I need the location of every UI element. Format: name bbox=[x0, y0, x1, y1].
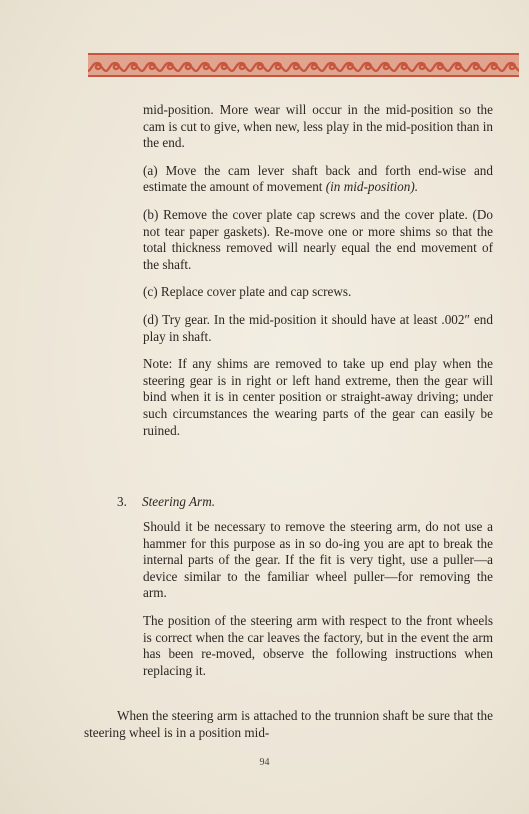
decorative-border-band bbox=[88, 53, 519, 77]
section-heading bbox=[117, 494, 215, 510]
paragraph-step-b: (b) Remove the cover plate cap screws and the cover plate. (Do not tear paper gaskets). Re-move one or more shims so that the total thickness removed will nearly equal the end movement of the shaft. bbox=[143, 206, 493, 272]
page-number: 94 bbox=[259, 757, 270, 768]
section-number: 3. bbox=[117, 494, 127, 509]
section-title: Steering Arm. bbox=[142, 494, 216, 509]
paragraph: Should it be necessary to remove the steering arm, do not use a hammer for this purpose as in so do-ing you are apt to break the internal parts of the gear. If the fit is very tight, use a puller—a device similar to the familiar wheel puller—for removing the arm. bbox=[143, 519, 493, 601]
paragraph-note: Note: If any shims are removed to take up end play when the steering gear is in right or left hand extreme, then the gear will bind when it is in center position or straight-away driving; under such circumstances the wearing parts of the gear can easily be ruined. bbox=[143, 356, 493, 438]
closing-paragraph: When the steering arm is attached to the trunnion shaft be sure that the steering wheel is in a position mid- bbox=[84, 708, 493, 740]
text-block-section bbox=[143, 519, 493, 690]
paragraph: The position of the steering arm with respect to the front wheels is correct when the car leaves the factory, but in the event the arm has been re-moved, observe the following instructions when replacing it. bbox=[143, 612, 493, 678]
paragraph: mid-position. More wear will occur in the mid-position so the cam is cut to give, when new, less play in the mid-position than in the end. bbox=[143, 102, 493, 151]
text-block-top bbox=[143, 102, 493, 450]
paragraph-step-a: (a) Move the cam lever shaft back and forth end-wise and estimate the amount of movement (in mid-position). bbox=[143, 162, 493, 195]
paragraph-step-c: (c) Replace cover plate and cap screws. bbox=[143, 284, 352, 300]
emphasis: (in mid-position). bbox=[325, 179, 419, 195]
paragraph-step-d: (d) Try gear. In the mid-position it should have at least .002″ end play in shaft. bbox=[143, 311, 493, 344]
